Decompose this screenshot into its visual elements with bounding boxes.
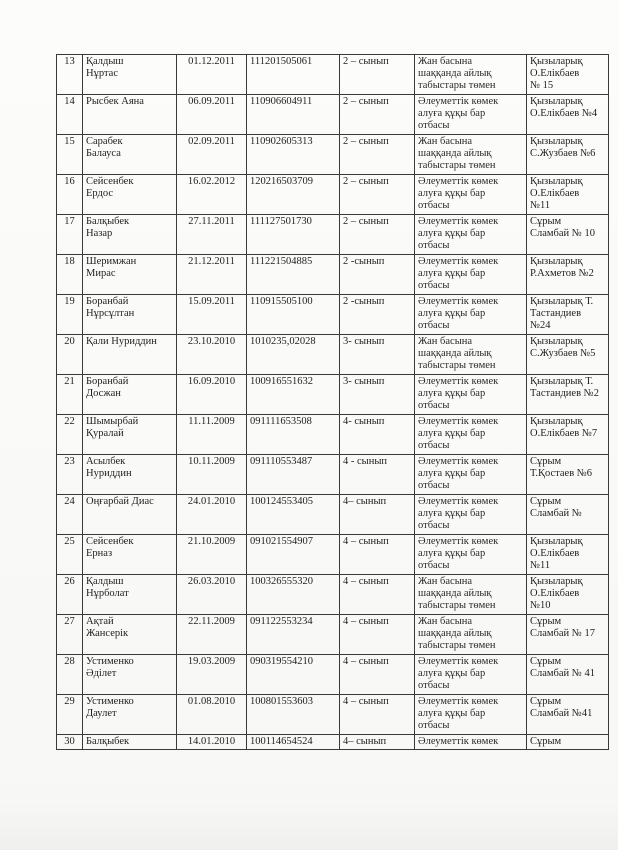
row-number-cell: 20 — [57, 335, 83, 375]
family-status-cell: Жан басына шаққанда айлық табыстары төмен — [415, 615, 527, 655]
grade-cell: 4 – сынып — [340, 655, 415, 695]
grade-cell: 3- сынып — [340, 335, 415, 375]
table-row — [57, 655, 609, 695]
grade-cell: 2 – сынып — [340, 55, 415, 95]
iin-number-cell: 091021554907 — [247, 535, 340, 575]
birth-date-cell: 21.10.2009 — [177, 535, 247, 575]
school-cell: Сұрым Сламбай № 41 — [527, 655, 609, 695]
student-name-cell: Сарабек Балауса — [83, 135, 177, 175]
row-number-cell: 17 — [57, 215, 83, 255]
row-number-cell: 15 — [57, 135, 83, 175]
student-name-cell: Устименко Даулет — [83, 695, 177, 735]
row-number-cell: 16 — [57, 175, 83, 215]
student-name-cell: Қалдыш Нұртас — [83, 55, 177, 95]
birth-date-cell: 01.12.2011 — [177, 55, 247, 95]
student-name-cell: Ақтай Жансерік — [83, 615, 177, 655]
school-cell: Қызыларық О.Елікбаев № 15 — [527, 55, 609, 95]
table-row — [57, 55, 609, 95]
table-row — [57, 695, 609, 735]
student-name-cell: Балқыбек Назар — [83, 215, 177, 255]
row-number-cell: 14 — [57, 95, 83, 135]
school-cell: Сұрым Сламбай № — [527, 495, 609, 535]
grade-cell: 4 - сынып — [340, 455, 415, 495]
school-cell: Қызыларық Р.Ахметов №2 — [527, 255, 609, 295]
table-row — [57, 535, 609, 575]
student-name-cell: Оңғарбай Диас — [83, 495, 177, 535]
school-cell: Сұрым Сламбай № 17 — [527, 615, 609, 655]
iin-number-cell: 1010235,02028 — [247, 335, 340, 375]
school-cell: Сұрым Сламбай № 10 — [527, 215, 609, 255]
iin-number-cell: 120216503709 — [247, 175, 340, 215]
table-row — [57, 575, 609, 615]
iin-number-cell: 091122553234 — [247, 615, 340, 655]
grade-cell: 2 – сынып — [340, 215, 415, 255]
row-number-cell: 19 — [57, 295, 83, 335]
iin-number-cell: 110915505100 — [247, 295, 340, 335]
table-row — [57, 95, 609, 135]
student-name-cell: Қалдыш Нұрболат — [83, 575, 177, 615]
school-cell: Қызыларық О.Елікбаев №11 — [527, 535, 609, 575]
family-status-cell: Әлеуметтік көмек алуға құқы бар отбасы — [415, 215, 527, 255]
page-bottom-shade — [0, 800, 618, 850]
school-cell: Қызыларық О.Елікбаев №7 — [527, 415, 609, 455]
school-cell: Қызыларық С.Жузбаев №6 — [527, 135, 609, 175]
birth-date-cell: 02.09.2011 — [177, 135, 247, 175]
family-status-cell: Әлеуметтік көмек алуға құқы бар отбасы — [415, 695, 527, 735]
table-row — [57, 375, 609, 415]
family-status-cell: Әлеуметтік көмек алуға құқы бар отбасы — [415, 175, 527, 215]
family-status-cell: Жан басына шаққанда айлық табыстары төмен — [415, 135, 527, 175]
family-status-cell: Әлеуметтік көмек алуға құқы бар отбасы — [415, 255, 527, 295]
row-number-cell: 22 — [57, 415, 83, 455]
table-row — [57, 335, 609, 375]
birth-date-cell: 23.10.2010 — [177, 335, 247, 375]
row-number-cell: 26 — [57, 575, 83, 615]
grade-cell: 4 – сынып — [340, 575, 415, 615]
birth-date-cell: 11.11.2009 — [177, 415, 247, 455]
student-name-cell: Устименко Әділет — [83, 655, 177, 695]
birth-date-cell: 14.01.2010 — [177, 735, 247, 750]
family-status-cell: Әлеуметтік көмек алуға құқы бар отбасы — [415, 535, 527, 575]
birth-date-cell: 19.03.2009 — [177, 655, 247, 695]
table-row — [57, 255, 609, 295]
family-status-cell: Әлеуметтік көмек алуға құқы бар отбасы — [415, 495, 527, 535]
iin-number-cell: 100124553405 — [247, 495, 340, 535]
grade-cell: 2 – сынып — [340, 135, 415, 175]
school-cell: Сұрым Сламбай №41 — [527, 695, 609, 735]
iin-number-cell: 111221504885 — [247, 255, 340, 295]
table-row — [57, 415, 609, 455]
iin-number-cell: 110902605313 — [247, 135, 340, 175]
iin-number-cell: 110906604911 — [247, 95, 340, 135]
school-cell: Қызыларық С.Жузбаев №5 — [527, 335, 609, 375]
iin-number-cell: 091111653508 — [247, 415, 340, 455]
grade-cell: 2 -сынып — [340, 255, 415, 295]
birth-date-cell: 01.08.2010 — [177, 695, 247, 735]
grade-cell: 4 – сынып — [340, 615, 415, 655]
birth-date-cell: 27.11.2011 — [177, 215, 247, 255]
grade-cell: 2 – сынып — [340, 175, 415, 215]
table-body — [57, 55, 609, 750]
table-row — [57, 495, 609, 535]
table-row — [57, 175, 609, 215]
family-status-cell: Әлеуметтік көмек алуға құқы бар отбасы — [415, 295, 527, 335]
family-status-cell: Әлеуметтік көмек — [415, 735, 527, 750]
student-name-cell: Боранбай Досжан — [83, 375, 177, 415]
row-number-cell: 28 — [57, 655, 83, 695]
birth-date-cell: 22.11.2009 — [177, 615, 247, 655]
row-number-cell: 27 — [57, 615, 83, 655]
iin-number-cell: 111201505061 — [247, 55, 340, 95]
grade-cell: 3- сынып — [340, 375, 415, 415]
student-name-cell: Сейсенбек Ердос — [83, 175, 177, 215]
grade-cell: 4- сынып — [340, 415, 415, 455]
birth-date-cell: 26.03.2010 — [177, 575, 247, 615]
school-cell: Сұрым — [527, 735, 609, 750]
family-status-cell: Әлеуметтік көмек алуға құқы бар отбасы — [415, 415, 527, 455]
table-row — [57, 455, 609, 495]
grade-cell: 2 – сынып — [340, 95, 415, 135]
birth-date-cell: 10.11.2009 — [177, 455, 247, 495]
family-status-cell: Жан басына шаққанда айлық табыстары төмен — [415, 55, 527, 95]
student-name-cell: Рысбек Аяна — [83, 95, 177, 135]
table-row — [57, 135, 609, 175]
iin-number-cell: 111127501730 — [247, 215, 340, 255]
row-number-cell: 24 — [57, 495, 83, 535]
iin-number-cell: 100114654524 — [247, 735, 340, 750]
student-name-cell: Шымырбай Қуралай — [83, 415, 177, 455]
students-table — [56, 54, 609, 750]
birth-date-cell: 15.09.2011 — [177, 295, 247, 335]
row-number-cell: 21 — [57, 375, 83, 415]
row-number-cell: 13 — [57, 55, 83, 95]
table-row — [57, 735, 609, 750]
student-name-cell: Шеримжан Мирас — [83, 255, 177, 295]
iin-number-cell: 091110553487 — [247, 455, 340, 495]
row-number-cell: 30 — [57, 735, 83, 750]
iin-number-cell: 090319554210 — [247, 655, 340, 695]
family-status-cell: Әлеуметтік көмек алуға құқы бар отбасы — [415, 95, 527, 135]
birth-date-cell: 06.09.2011 — [177, 95, 247, 135]
grade-cell: 4– сынып — [340, 735, 415, 750]
table-row — [57, 215, 609, 255]
family-status-cell: Жан басына шаққанда айлық табыстары төмен — [415, 575, 527, 615]
iin-number-cell: 100801553603 — [247, 695, 340, 735]
iin-number-cell: 100916551632 — [247, 375, 340, 415]
row-number-cell: 25 — [57, 535, 83, 575]
student-name-cell: Сейсенбек Ерназ — [83, 535, 177, 575]
student-name-cell: Боранбай Нұрсұлтан — [83, 295, 177, 335]
school-cell: Қызыларық О.Елікбаев №10 — [527, 575, 609, 615]
grade-cell: 4– сынып — [340, 495, 415, 535]
birth-date-cell: 16.02.2012 — [177, 175, 247, 215]
birth-date-cell: 16.09.2010 — [177, 375, 247, 415]
birth-date-cell: 21.12.2011 — [177, 255, 247, 295]
student-name-cell: Асылбек Нуриддин — [83, 455, 177, 495]
row-number-cell: 23 — [57, 455, 83, 495]
table-row — [57, 615, 609, 655]
birth-date-cell: 24.01.2010 — [177, 495, 247, 535]
grade-cell: 4 – сынып — [340, 535, 415, 575]
school-cell: Қызыларық О.Елікбаев №4 — [527, 95, 609, 135]
row-number-cell: 18 — [57, 255, 83, 295]
table-row — [57, 295, 609, 335]
school-cell: Қызыларық О.Елікбаев №11 — [527, 175, 609, 215]
row-number-cell: 29 — [57, 695, 83, 735]
student-name-cell: Балқыбек — [83, 735, 177, 750]
grade-cell: 4 – сынып — [340, 695, 415, 735]
family-status-cell: Әлеуметтік көмек алуға құқы бар отбасы — [415, 655, 527, 695]
family-status-cell: Жан басына шаққанда айлық табыстары төмен — [415, 335, 527, 375]
family-status-cell: Әлеуметтік көмек алуға құқы бар отбасы — [415, 375, 527, 415]
grade-cell: 2 -сынып — [340, 295, 415, 335]
school-cell: Қызыларық Т. Тастандиев №2 — [527, 375, 609, 415]
iin-number-cell: 100326555320 — [247, 575, 340, 615]
school-cell: Сұрым Т.Қостаев №6 — [527, 455, 609, 495]
school-cell: Қызыларық Т. Тастандиев №24 — [527, 295, 609, 335]
student-name-cell: Қали Нуриддин — [83, 335, 177, 375]
family-status-cell: Әлеуметтік көмек алуға құқы бар отбасы — [415, 455, 527, 495]
